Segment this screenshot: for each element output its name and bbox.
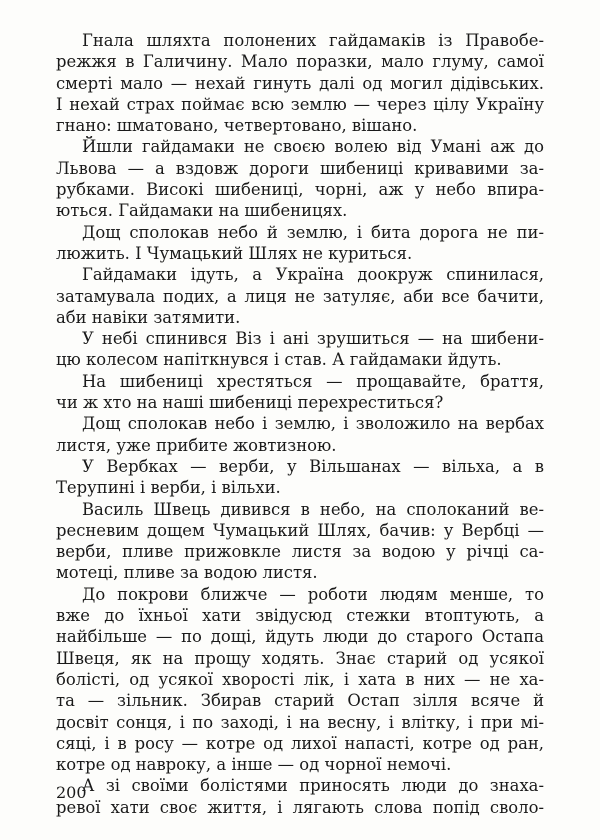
page-number: 200: [56, 783, 87, 802]
text-line: ресневим дощем Чумацький Шлях, бачив: у Вербці —: [56, 520, 544, 540]
text-line: Львова — а вздовж дороги шибениці кривавими за-: [56, 158, 544, 178]
text-line: досвіт сонця, і по заході, і на весну, і влітку, і при мі-: [56, 712, 544, 732]
text-line: верби, пливе прижовкле листя за водою у річці са-: [56, 542, 544, 562]
text-line: Дощ сполокав небо й землю, і бита дорога не пи-: [82, 222, 544, 242]
text-line: Швеця, як на прощу ходять. Знає старий од усякої: [56, 648, 544, 668]
text-line: режжя в Галичину. Мало поразки, мало глуму, самої: [56, 52, 544, 72]
text-line: смерті мало — нехай гинуть далі од могил дідівських.: [56, 73, 544, 93]
text-line: А зі своїми болістями приносять люди до знаха-: [82, 776, 544, 796]
text-line: Василь Швець дивився в небо, на сполоканий ве-: [82, 499, 544, 519]
text-line: ревої хати своє життя, і лягають слова попід своло-: [56, 797, 544, 817]
text-line: Терупині і верби, і вільхи.: [56, 478, 281, 498]
text-line: І нехай страх поймає всю землю — через цілу Україну: [56, 94, 544, 114]
text-line: та — зільник. Збирав старий Остап зілля всяче й: [56, 691, 544, 711]
text-line: мотеці, пливе за водою листя.: [56, 563, 318, 583]
text-line: аби навіки затямити.: [56, 307, 241, 327]
text-line: болісті, од усякої хворості лік, і хата в них — не ха-: [56, 669, 544, 689]
text-line: чи ж хто на наші шибениці перехреститься?: [56, 393, 444, 413]
text-line: Дощ сполокав небо і землю, і зволожило на вербах: [82, 414, 544, 434]
text-line: листя, уже прибите жовтизною.: [56, 435, 337, 455]
text-line: найбільше — по дощі, йдуть люди до старого Остапа: [56, 627, 544, 647]
text-line: ються. Гайдамаки на шибеницях.: [56, 201, 348, 221]
text-line: цю колесом напіткнувся і став. А гайдамаки йдуть.: [56, 350, 502, 370]
text-line: гнано: шматовано, четвертовано, вішано.: [56, 116, 418, 136]
text-line: люжить. І Чумацький Шлях не куриться.: [56, 243, 413, 263]
text-line: вже до їхньої хати звідусюд стежки втоптують, а: [56, 606, 544, 626]
text-line: Гайдамаки ідуть, а Україна доокруж спинилася,: [82, 265, 544, 285]
text-line: У Вербках — верби, у Вільшанах — вільха, а в: [82, 456, 544, 476]
text-line: затамувала подих, а лиця не затуляє, аби все бачити,: [56, 286, 544, 306]
text-line: Гнала шляхта полонених гайдамаків із Правобе-: [82, 31, 544, 50]
text-line: сяці, і в росу — котре од лихої напасті, котре од ран,: [56, 733, 544, 753]
body-text: [56, 30, 544, 818]
text-line: Йшли гайдамаки не своєю волею від Умані аж до: [82, 137, 544, 157]
text-line: рубками. Високі шибениці, чорні, аж у небо впира-: [56, 180, 544, 200]
text-line: До покрови ближче — роботи людям менше, то: [82, 584, 544, 604]
text-line: У небі спинився Віз і ані зрушиться — на шибени-: [82, 329, 544, 349]
text-line: котре од навроку, а інше — од чорної немочі.: [56, 755, 452, 775]
text-line: На шибениці хрестяться — прощавайте, браття,: [82, 371, 544, 391]
